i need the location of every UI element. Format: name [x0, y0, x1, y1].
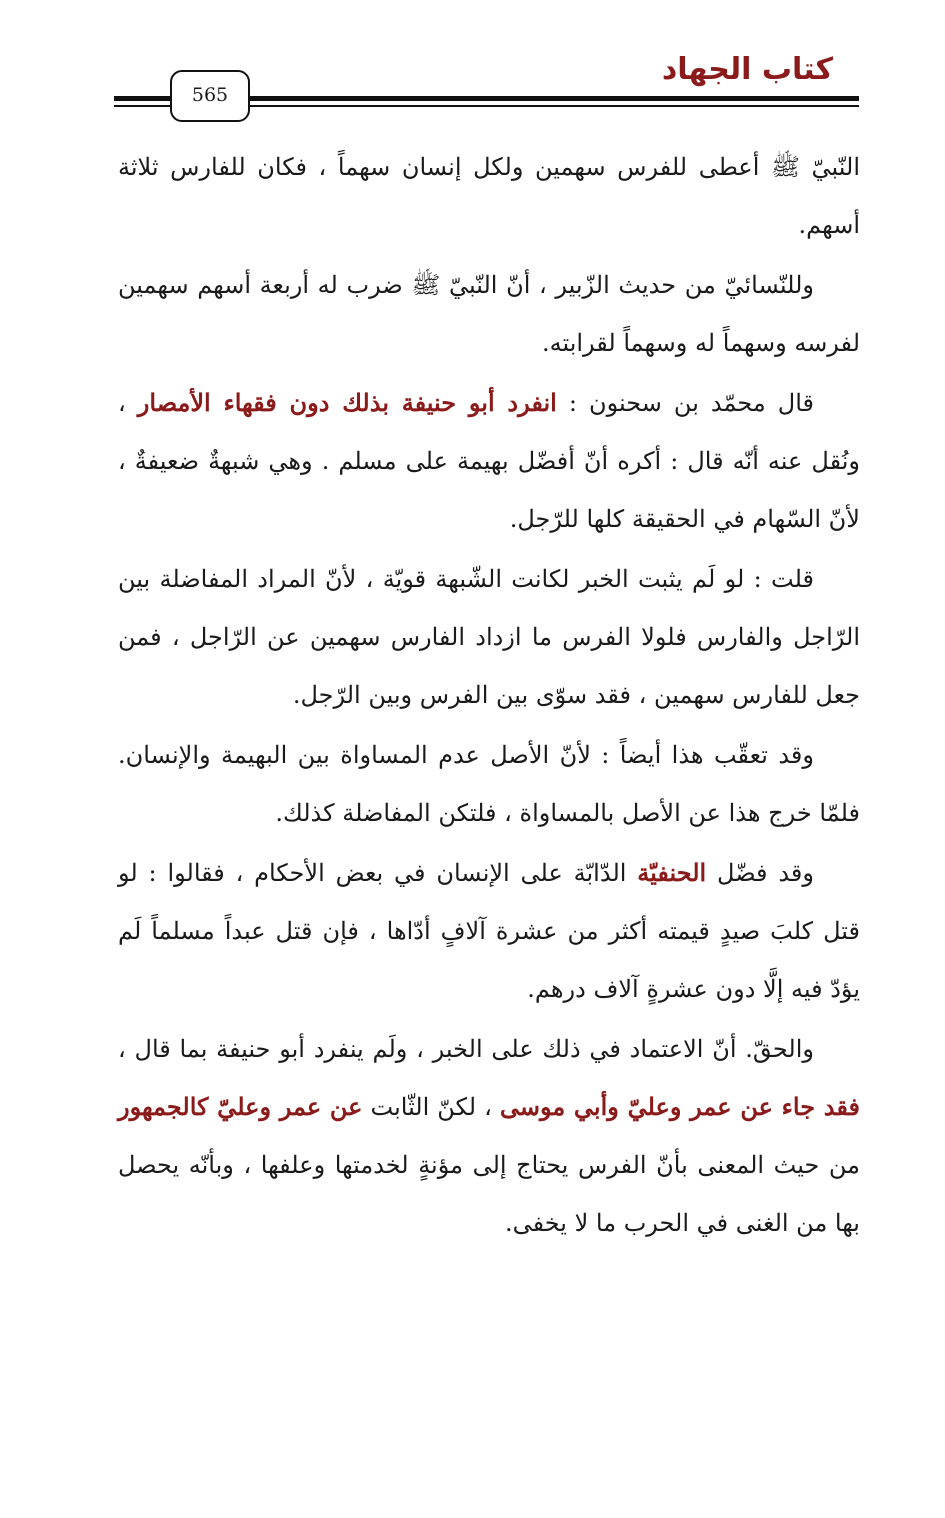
highlighted-phrase: فقد جاء عن عمر وعليّ وأبي موسى: [499, 1092, 860, 1121]
text-segment: قال محمّد بن سحنون :: [556, 389, 815, 417]
highlighted-phrase: عن عمر وعليّ كالجمهور: [118, 1092, 363, 1121]
book-title: كتاب الجهاد: [661, 52, 833, 87]
paragraph-6: [118, 844, 860, 1018]
page-header: [0, 0, 945, 130]
paragraph-7: [118, 1020, 860, 1252]
text-segment: من حيث المعنى بأنّ الفرس يحتاج إلى مؤنةٍ لخدمتها وعلفها ، وبأنّه يحصل بها من الغنى في الحرب ما لا يخفى.: [118, 1151, 860, 1237]
paragraph-5: [118, 726, 860, 842]
paragraph-4: [118, 550, 860, 724]
paragraph-3: [118, 374, 860, 548]
text-segment: وقد فضّل: [706, 859, 814, 887]
text-segment: وللنّسائيّ من حديث الزّبير ، أنّ النّبيّ ﷺ ضرب له أربعة أسهم سهمين لفرسه وسهماً له وسهماً لقرابته.: [118, 271, 860, 357]
page-body: [118, 138, 860, 1254]
text-segment: وقد تعقّب هذا أيضاً : لأنّ الأصل عدم المساواة بين البهيمة والإنسان. فلمّا خرج هذا عن الأصل بالمساواة ، فلتكن المفاضلة كذلك.: [118, 741, 860, 827]
text-segment: ، لكنّ الثّابت: [362, 1093, 500, 1121]
paragraph-1: [118, 138, 860, 254]
page-number: 565: [170, 70, 250, 122]
text-segment: النّبيّ ﷺ أعطى للفرس سهمين ولكل إنسان سهماً ، فكان للفارس ثلاثة أسهم.: [118, 153, 860, 239]
text-segment: والحقّ. أنّ الاعتماد في ذلك على الخبر ، ولَم ينفرد أبو حنيفة بما قال ،: [118, 1035, 814, 1063]
highlighted-phrase: الحنفيّة: [637, 858, 707, 887]
text-segment: ، ونُقل عنه أنّه قال : أكره أنّ أفضّل بهيمة على مسلم . وهي شبهةٌ ضعيفةٌ ، لأنّ السّهام في الحقيقة كلها للرّجل.: [118, 389, 860, 533]
text-segment: الدّابّة على الإنسان في بعض الأحكام ، فقالوا : لو قتل كلبَ صيدٍ قيمته أكثر من عشرة آلافٍ أدّاها ، فإن قتل عبداً مسلماً لَم يؤدّ فيه إلَّا دون عشرةٍ آلاف درهم.: [118, 859, 860, 1003]
paragraph-2: [118, 256, 860, 372]
highlighted-phrase: انفرد أبو حنيفة بذلك دون فقهاء الأمصار: [137, 388, 557, 417]
text-segment: قلت : لو لَم يثبت الخبر لكانت الشّبهة قويّة ، لأنّ المراد المفاضلة بين الرّاجل والفارس فلولا الفرس ما ازداد الفارس سهمين عن الرّاجل ، فمن جعل للفارس سهمين ، فقد سوّى بين الفرس وبين الرّجل.: [118, 565, 860, 709]
